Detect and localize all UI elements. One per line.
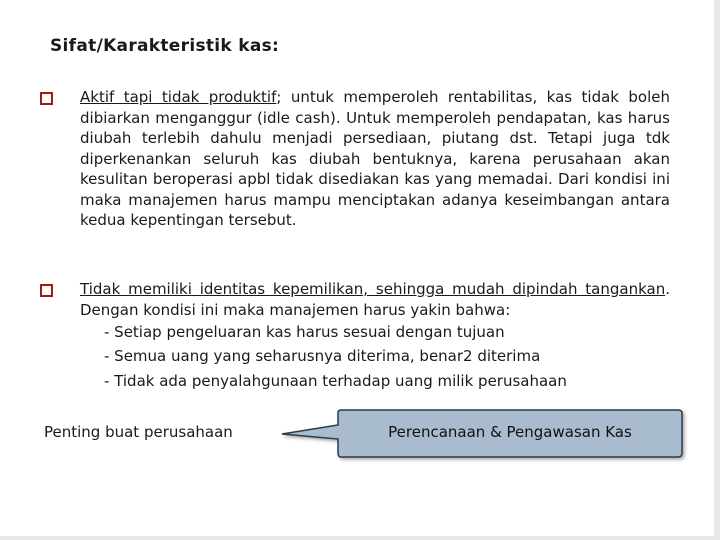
- bullet-square-icon: [40, 92, 53, 105]
- callout-text: Perencanaan & Pengawasan Kas: [388, 423, 632, 441]
- sub-item: - Tidak ada penyalahgunaan terhadap uang milik perusahaan: [104, 372, 567, 390]
- bullet-2-text: . Dengan kondisi ini maka manajemen harus yakin bahwa:: [80, 280, 670, 319]
- sub-item: - Semua uang yang seharusnya diterima, benar2 diterima: [104, 347, 541, 365]
- callout-box: [280, 405, 690, 465]
- bullet-2-lead: Tidak memiliki identitas kepemilikan, sehingga mudah dipindah tangankan: [80, 280, 666, 298]
- bullet-1-text: ; untuk memperoleh rentabilitas, kas tidak boleh dibiarkan menganggur (idle cash). Untuk memperoleh pendapatan, kas harus diubah terlebih dahulu menjadi persediaan, piutang dst. Tetapi juga tdk diperkenankan seluruh kas diubah bentuknya, karena perusahaan akan kesulitan beroperasi apbl tidak disediakan kas yang memadai. Dari kondisi ini maka manajemen harus mampu menciptakan adanya keseimbangan antara kedua kepentingan tersebut.: [80, 88, 670, 229]
- bullet-1-lead: Aktif tapi tidak produktif: [80, 88, 277, 106]
- bullet-square-icon: [40, 284, 53, 297]
- bullet-1-paragraph: [80, 87, 670, 231]
- slide-bottom-edge: [0, 536, 720, 540]
- slide-title: Sifat/Karakteristik kas:: [50, 36, 280, 56]
- bullet-2-paragraph: [80, 279, 670, 320]
- slide-right-edge: [714, 0, 720, 540]
- footer-label: Penting buat perusahaan: [44, 423, 233, 441]
- sub-item: - Setiap pengeluaran kas harus sesuai dengan tujuan: [104, 323, 505, 341]
